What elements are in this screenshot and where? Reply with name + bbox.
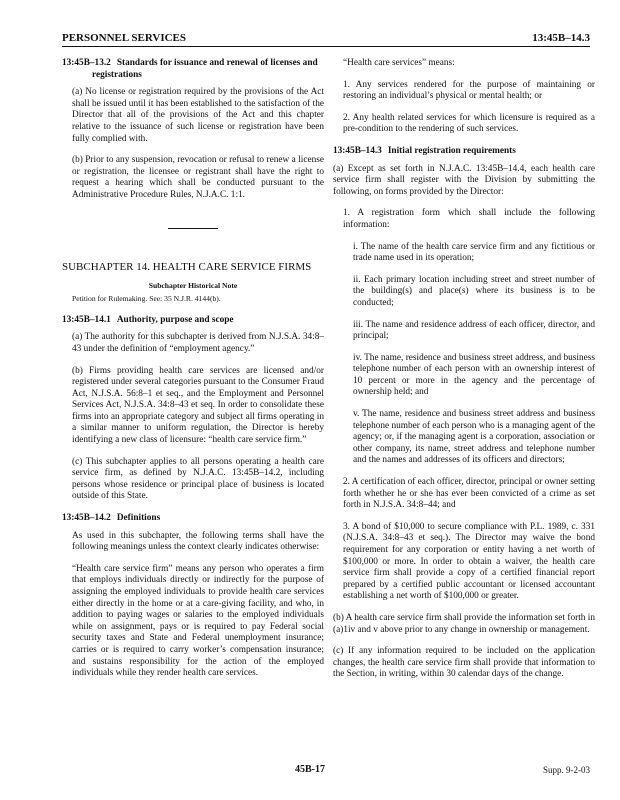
paragraph: “Health care services” means: [343, 58, 455, 68]
list-item: 2. A certification of each officer, director, principal or owner setting forth whether he or she has ever been convicted of a crime as set forth in N.J.S.A. 34:8–44; and [343, 477, 595, 511]
list-item: v. The name, residence and business street address and business telephone number of each person who is a managing agent of the agency; or, if the managing agent is a corporation, association or other company, its name, street address and telephone number and the names and addresses of its officers and directors; [353, 409, 595, 466]
list-item: 1. Any services rendered for the purpose of maintaining or restoring an individual’s physical or mental health; or [343, 79, 595, 102]
section-heading-14-3 [333, 146, 595, 158]
header-title: PERSONNEL SERVICES [62, 32, 187, 44]
running-header [62, 30, 590, 47]
section-title: Definitions [116, 513, 161, 524]
paragraph: (a) Except as set forth in N.J.A.C. 13:45B–14.4, each health care service firm shall register with the Division by submitting the following, on forms provided by the Director: [333, 163, 595, 197]
paragraph: (b) A health care service firm shall provide the information set forth in (a)1iv and v above prior to any change in ownership or management. [333, 612, 595, 635]
list-item: 1. A registration form which shall include the following information: [343, 208, 595, 230]
paragraph: As used in this subchapter, the following terms shall have the following meanings unless the context clearly indicates otherwise: [72, 530, 324, 553]
subchapter-title: SUBCHAPTER 14. HEALTH CARE SERVICE FIRMS [62, 260, 312, 273]
paragraph: (c) This subchapter applies to all persons operating a health care service firm, as defined by N.J.A.C. 13:45B–14.2, including persons whose residence or principal place of business is located outside of this State. [72, 456, 324, 502]
paragraph: (b) Firms providing health care services are licensed and/or registered under several categories pursuant to the Consumer Fraud Act, N.J.S.A. 56:8–1 et seq., and the Employment and Personnel Services Act, N.J.S.A. 34:8–43 et seq. In order to consolidate these firms into an appropriate category and subject all firms operating in a similar manner to uniform regulation, the Director is hereby identifying a new class of licensure: “health care service firm.” [72, 365, 324, 446]
paragraph: (a) No license or registration required by the provisions of the Act shall be issued until it has been established to the satisfaction of the Director that all of the provisions of the Act and this chapter relative to the issuance of such license or registration have been fully complied with. [72, 87, 324, 144]
list-item: 2. Any health related services for which licensure is required as a pre-condition to the rendering of such services. [343, 112, 595, 135]
section-heading-14-2 [62, 513, 324, 525]
historical-note-title: Subchapter Historical Note [148, 280, 238, 290]
list-item: 3. A bond of $10,000 to secure compliance with P.L. 1989, c. 331 (N.J.S.A. 34:8–43 et seq.). The Director may waive the bond requirement for any corporation or entity having a net worth of $100,000 or more. In order to obtain a waiver, the health care service firm shall provide a copy of a certified financial report prepared by a certified public accountant or licensed accountant establishing a net worth of $100,000 or greater. [343, 521, 595, 602]
list-item: i. The name of the health care service firm and any fictitious or trade name used in its operation; [353, 241, 595, 264]
list-item: iii. The name and residence address of each officer, director, and principal; [353, 319, 595, 342]
page-number: 45B-17 [295, 764, 325, 775]
section-number: 13:45B–14.2 [62, 513, 111, 524]
paragraph: (b) Prior to any suspension, revocation or refusal to renew a license or registration, the licensee or registrant shall have the right to request a hearing which shall be conducted pursuant to the Administrative Procedure Rules, N.J.A.C. 1:1. [72, 155, 324, 200]
section-heading-13-2 [62, 58, 324, 81]
header-section-range: 13:45B–14.3 [532, 32, 590, 44]
list-item: ii. Each primary location including street and street number of the building(s) and place(s) where its business is to be conducted; [353, 274, 595, 308]
section-number: 13:45B–14.1 [62, 314, 111, 325]
section-number: 13:45B–13.2 [62, 58, 111, 68]
list-item: iv. The name, residence and business street address, and business telephone number of each person with an ownership interest of 10 percent or more in the agency and the percentage of ownership held; and [353, 352, 595, 398]
right-column [333, 58, 595, 691]
paragraph: (a) The authority for this subchapter is derived from N.J.S.A. 34:8–43 under the definition of “employment agency.” [72, 332, 324, 354]
paragraph: (c) If any information required to be included on the application changes, the health care service firm shall provide that information to the Section, in writing, within 30 calendar days of the change. [333, 646, 595, 680]
section-title: Standards for issuance and renewal of licenses and registrations [92, 58, 318, 80]
section-divider [168, 228, 218, 229]
historical-note-body: Petition for Rulemaking. See: 35 N.J.R. 4144(b). [72, 294, 221, 304]
left-column [62, 58, 324, 690]
supplement-date: Supp. 9-2-03 [543, 765, 590, 775]
section-title: Authority, purpose and scope [116, 314, 234, 325]
section-heading-14-1 [62, 315, 324, 327]
paragraph: “Health care service firm” means any person who operates a firm that employs individuals directly or indirectly for the purpose of assigning the employed individuals to provide health care services either directly in the home or at a care-giving facility, and who, in addition to paying wages or salaries to the employed individuals while on assignment, pays or is required to pay Federal social security taxes and State and Federal unemployment insurance; carries or is required to carry worker’s compensation insurance; and sustains responsibility for the action of the employed individuals while they render health care services. [72, 563, 324, 679]
section-number: 13:45B–14.3 [333, 145, 382, 156]
section-title: Initial registration requirements [387, 145, 516, 156]
